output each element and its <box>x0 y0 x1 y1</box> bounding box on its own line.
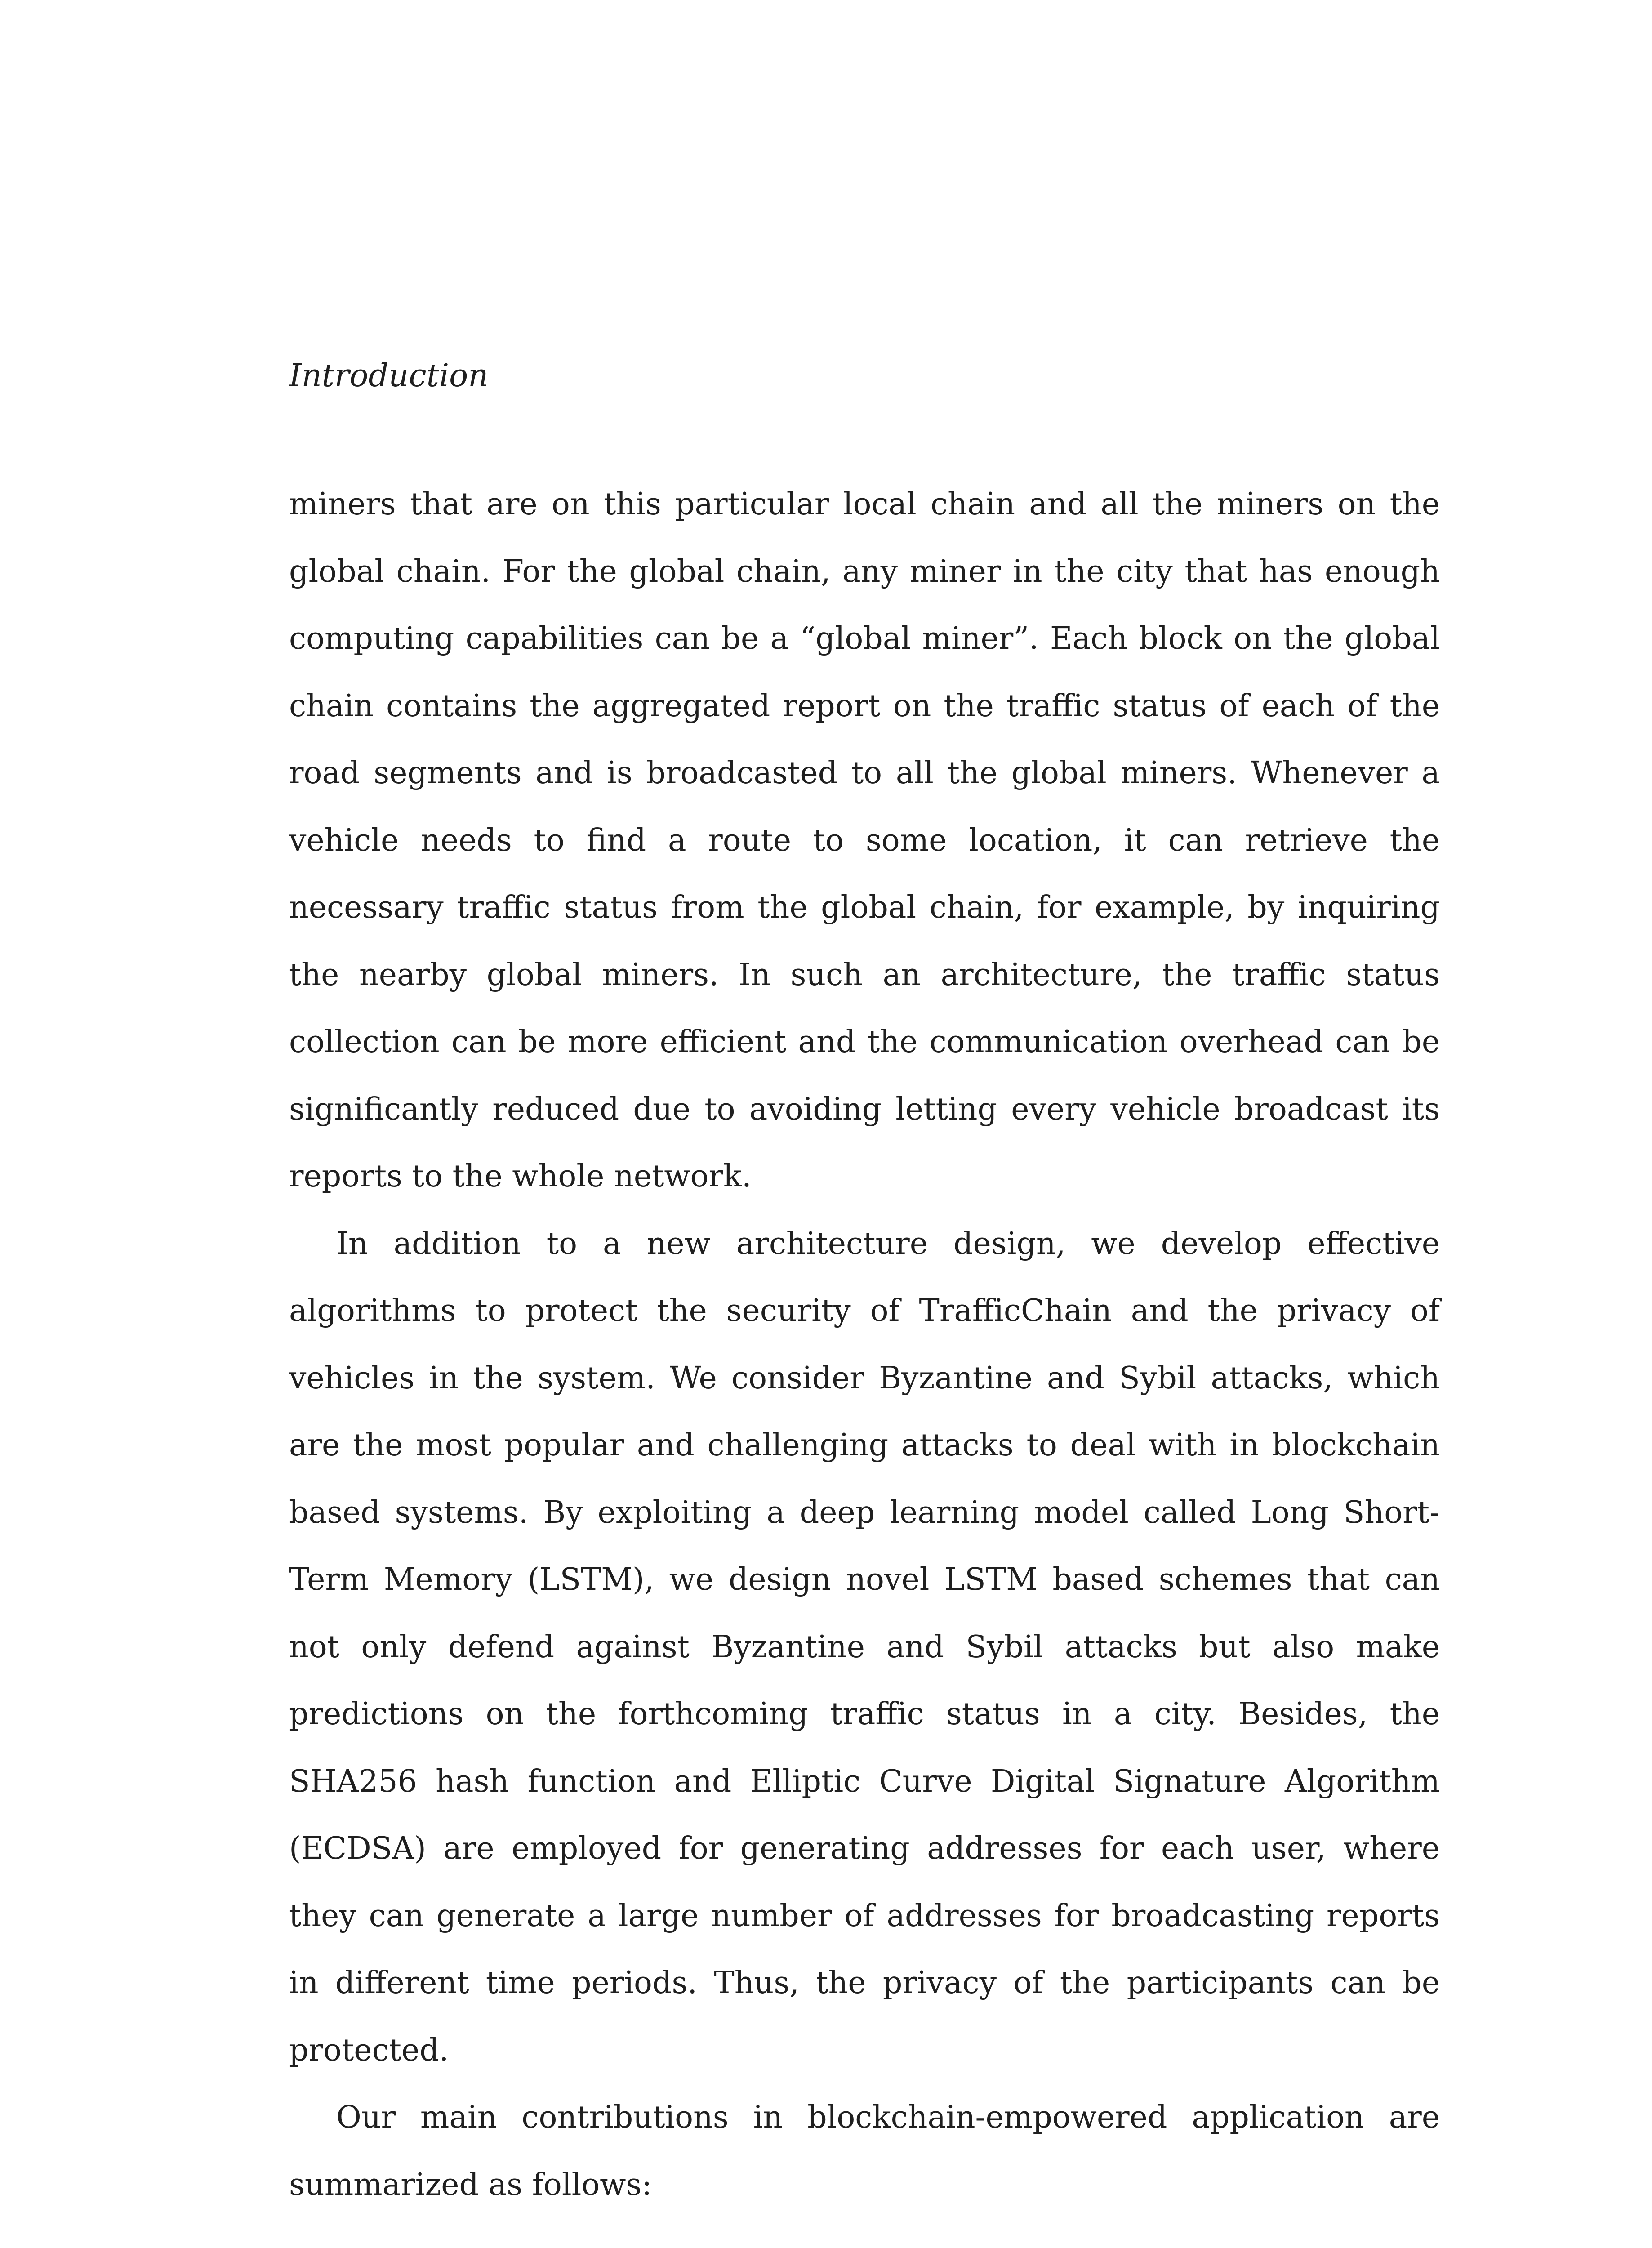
paragraph-security-privacy: In addition to a new architecture design, we develop effective algorithms to protect the security of TrafficChain and the privacy of vehicles in the system. We consider Byzantine and Sybil attacks, which are the most popular and challenging attacks to deal with in blockchain based systems. By exploiting a deep learning model called Long Short-Term Memory (LSTM), we design novel LSTM based schemes that can not only defend against Byzantine and Sybil attacks but also make predictions on the forthcoming traffic status in a city. Besides, the SHA256 hash function and Elliptic Curve Digital Signature Algorithm (ECDSA) are employed for generating addresses for each user, where they can generate a large number of addresses for broadcasting reports in different time periods. Thus, the privacy of the participants can be protected. <box>289 1226 1440 2068</box>
body-text <box>289 471 1440 2218</box>
paragraph-continued: miners that are on this particular local chain and all the miners on the global chain. For the global chain, any miner in the city that has enough computing capabilities can be a “global miner”. Each block on the global chain contains the aggregated report on the traffic status of each of the road segments and is broadcasted to all the global miners. Whenever a vehicle needs to find a route to some location, it can retrieve the necessary traffic status from the global chain, for example, by inquiring the nearby global miners. In such an architecture, the traffic status collection can be more efficient and the communication overhead can be significantly reduced due to avoiding letting every vehicle broadcast its reports to the whole network. <box>289 486 1440 1194</box>
running-header: Introduction <box>289 357 489 394</box>
paragraph-contributions-intro: Our main contributions in blockchain-empowered application are summarized as follows: <box>289 2100 1440 2203</box>
